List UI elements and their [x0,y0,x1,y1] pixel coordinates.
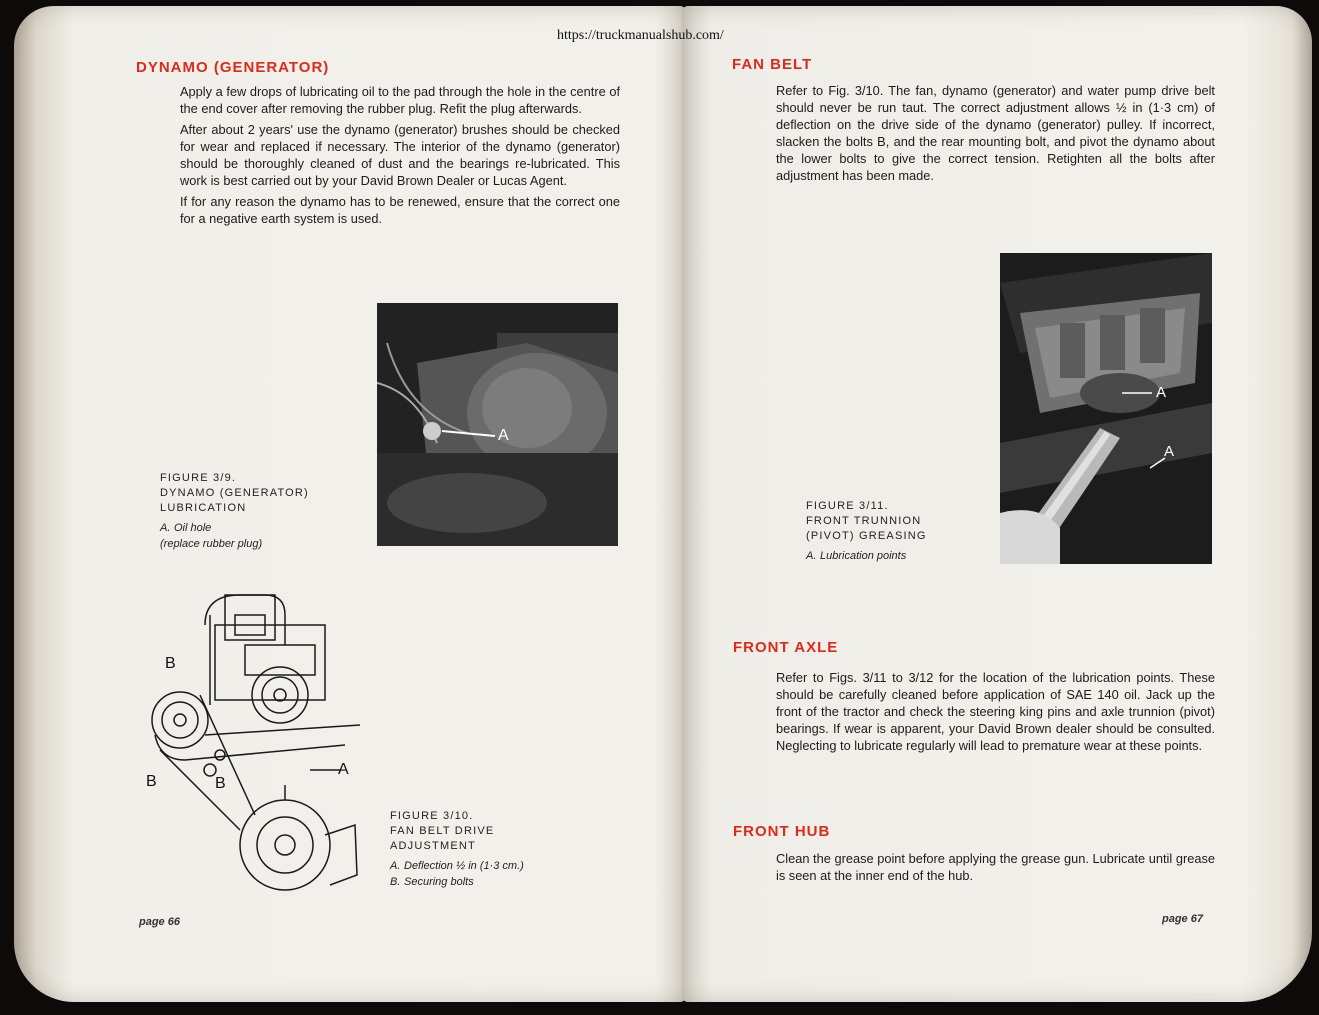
figure-3-10-caption-line-3: ADJUSTMENT [390,840,476,852]
fan-belt-heading: FAN BELT [732,56,813,73]
page-number-left: page 66 [139,916,180,928]
figure-3-9-caption-line-3: LUBRICATION [160,502,247,514]
front-axle-heading: FRONT AXLE [733,639,839,656]
dynamo-body [180,83,620,227]
fan-belt-paragraph: Refer to Fig. 3/10. The fan, dynamo (generator) and water pump drive belt should never be run taut. The correct adjustment allows ½ in (1·3 cm) of deflection on the drive side of the dynamo (generator) pulley. If incorrect, slacken the bolts B, and the rear mounting bolt, and pivot the dynamo about the lower bolts to give the correct tension. Retighten all the bolts after adjustment has been made. [776,83,1215,183]
figure-3-11-photo [1000,253,1212,564]
figure-3-9-photo [377,303,618,546]
front-axle-body [776,669,1215,754]
figure-3-11-caption-line-2: FRONT TRUNNION [806,515,922,527]
figure-3-10-label-b-top: B [165,655,176,672]
page-number-right: page 67 [1162,913,1203,925]
figure-3-9-caption-line-1: FIGURE 3/9. [160,472,237,484]
dynamo-paragraph-2: After about 2 years' use the dynamo (generator) brushes should be checked for wear and replaced if necessary. The interior of the dynamo (generator) should be thoroughly cleaned of dust and the bearings re-lubricated. This work is best carried out by your David Brown Dealer or Lucas Agent. [180,122,620,188]
front-hub-body [776,850,1215,884]
figure-3-11-label-a-lower: A [1164,443,1175,460]
figure-3-10-label-b-left: B [146,773,157,790]
figure-3-10-item-b: B. Securing bolts [390,876,474,888]
header-url[interactable]: https://truckmanualshub.com/ [557,28,724,43]
dynamo-heading: DYNAMO (GENERATOR) [136,59,330,76]
figure-3-10-label-a: A [338,761,349,778]
front-axle-paragraph: Refer to Figs. 3/11 to 3/12 for the location of the lubrication points. These should be carefully cleaned before application of SAE 140 oil. Jack up the front of the tractor and check the steering king pins and axle trunnion (pivot) bearings. If wear is apparent, your David Brown dealer should be consulted. Neglecting to lubricate regularly will lead to premature wear at these points. [776,670,1215,753]
figure-3-10-drawing [145,585,363,895]
dynamo-paragraph-3: If for any reason the dynamo has to be renewed, ensure that the correct one for a negative earth system is used. [180,194,620,226]
figure-3-10-caption-line-1: FIGURE 3/10. [390,810,474,822]
figure-3-11-caption-line-1: FIGURE 3/11. [806,500,889,512]
figure-3-9-caption [160,471,309,552]
figure-3-10-label-b-mid: B [215,775,226,792]
front-hub-heading: FRONT HUB [733,823,831,840]
figure-3-11-item-a: A. Lubrication points [806,550,907,562]
figure-3-10-caption [390,809,524,890]
figure-3-11-label-a-upper: A [1156,384,1167,401]
figure-3-11-caption-line-3: (PIVOT) GREASING [806,530,927,542]
figure-3-10-item-a: A. Deflection ½ in (1·3 cm.) [390,860,524,872]
figure-3-11-caption [806,499,927,564]
fan-belt-body [776,82,1215,184]
front-hub-paragraph: Clean the grease point before applying the grease gun. Lubricate until grease is seen at the inner end of the hub. [776,851,1215,883]
dynamo-paragraph-1: Apply a few drops of lubricating oil to the pad through the hole in the centre of the end cover after removing the rubber plug. Refit the plug afterwards. [180,84,620,116]
figure-3-9-label-a: A [498,427,509,444]
figure-3-9-caption-line-2: DYNAMO (GENERATOR) [160,487,309,499]
figure-3-10-caption-line-2: FAN BELT DRIVE [390,825,495,837]
figure-3-9-item-note: (replace rubber plug) [160,538,263,550]
figure-3-9-item-a: A. Oil hole [160,522,212,534]
